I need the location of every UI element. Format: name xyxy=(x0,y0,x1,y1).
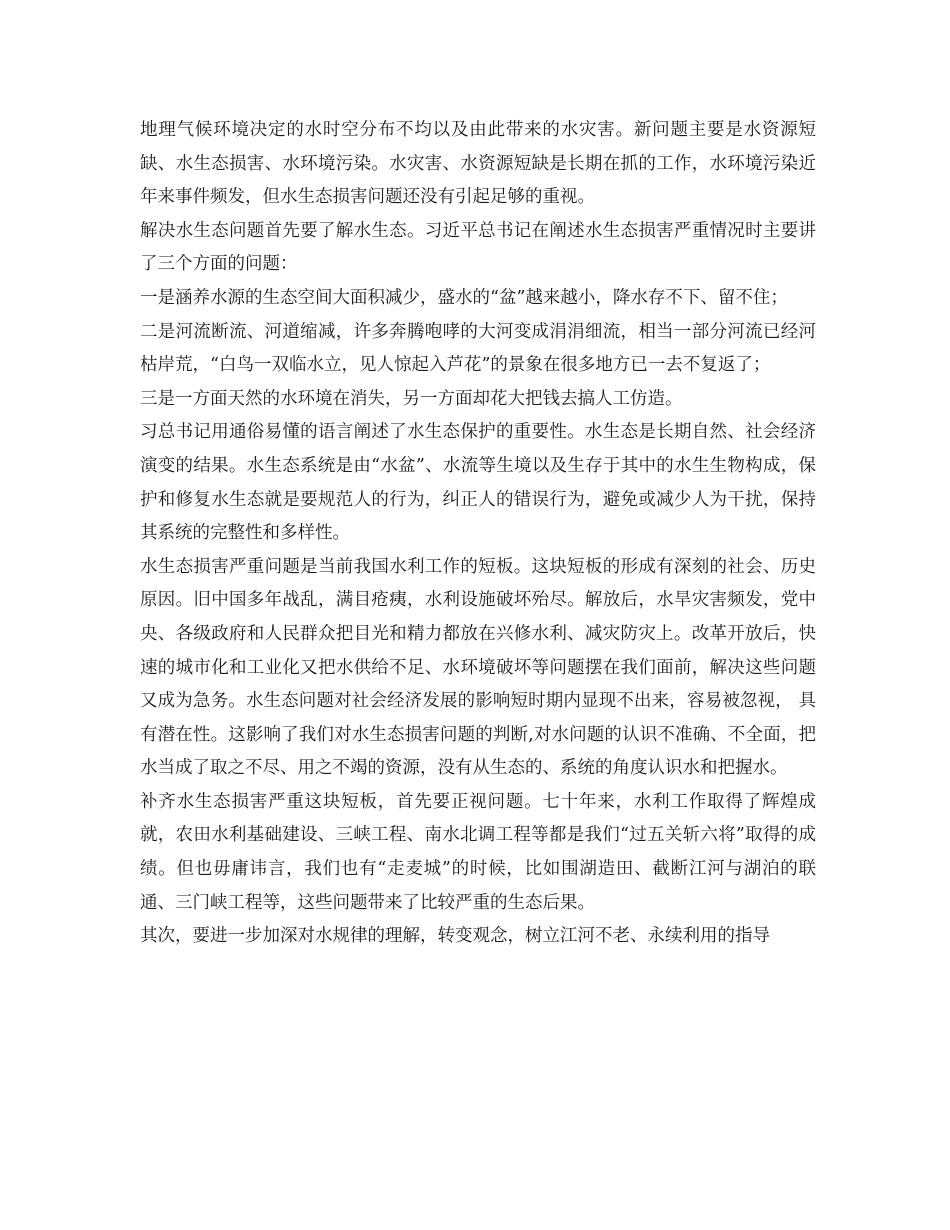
paragraph-8: 补齐水生态损害严重这块短板，首先要正视问题。七十年来，水利工作取得了辉煌成就，农田水利基础建设、三峡工程、南水北调工程等都是我们“过五关斩六将”取得的成绩。但也毋庸讳言，我们也有“走麦城”的时候，比如围湖造田、截断江河与湖泊的联通、三门峡工程等，这些问题带来了比较严重的生态后果。 xyxy=(140,791,816,913)
paragraph-3: 一是涵养水源的生态空间大面积减少，盛水的“盆”越来越小，降水存不下、留不住； xyxy=(140,287,788,308)
paragraph-7: 水生态损害严重问题是当前我国水利工作的短板。这块短板的形成有深刻的社会、历史原因。旧中国多年战乱，满目疮痍，水利设施破坏殆尽。解放后，水旱灾害频发，党中央、各级政府和人民群众把目光和精力都放在兴修水利、减灾防灾上。改革开放后，快速的城市化和工业化又把水供给不足、水环境破坏等问题摆在我们面前，解决这些问题又成为急务。水生态问题对社会经济发展的影响短时期内显现不出来，容易被忽视， 具有潜在性。这影响了我们对水生态损害问题的判断,对水问题的认识不准确、不全面，把水当成了取之不尽、用之不竭的资源，没有从生态的、系统的角度认识水和把握水。 xyxy=(140,556,816,779)
paragraph-1: 地理气候环境决定的水时空分布不均以及由此带来的水灾害。新问题主要是水资源短缺、水生态损害、水环境污染。水灾害、水资源短缺是长期在抓的工作，水环境污染近年来事件频发，但水生态损害问题还没有引起足够的重视。 xyxy=(140,120,816,208)
document-body xyxy=(140,114,816,954)
paragraph-2: 解决水生态问题首先要了解水生态。习近平总书记在阐述水生态损害严重情况时主要讲了三个方面的问题： xyxy=(140,220,816,275)
paragraph-4: 二是河流断流、河道缩减，许多奔腾咆哮的大河变成涓涓细流，相当一部分河流已经河枯岸荒，“白鸟一双临水立，见人惊起入芦花”的景象在很多地方已一去不复返了； xyxy=(140,321,816,376)
paragraph-5: 三是一方面天然的水环境在消失，另一方面却花大把钱去搞人工仿造。 xyxy=(140,388,683,409)
paragraph-6: 习总书记用通俗易懂的语言阐述了水生态保护的重要性。水生态是长期自然、社会经济演变的结果。水生态系统是由“水盆”、水流等生境以及生存于其中的水生生物构成，保护和修复水生态就是要规范人的行为，纠正人的错误行为，避免或减少人为干扰，保持其系统的完整性和多样性。 xyxy=(140,422,816,544)
paragraph-9: 其次，要进一步加深对水规律的理解，转变观念，树立江河不老、永续利用的指导 xyxy=(140,926,770,947)
